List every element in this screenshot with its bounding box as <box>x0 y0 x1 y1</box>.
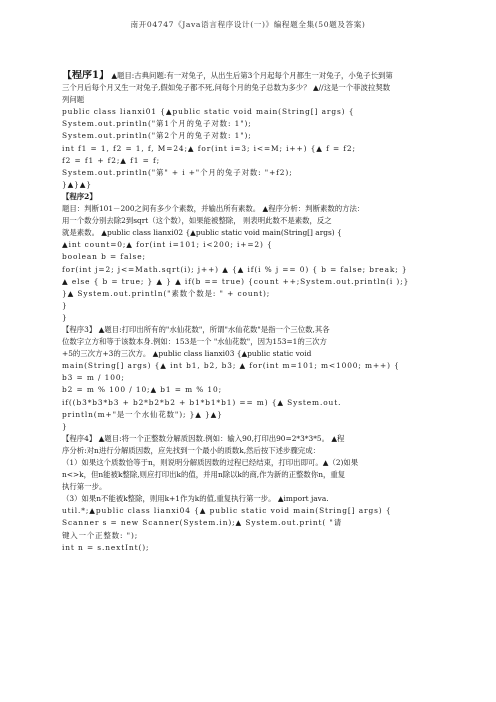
code-line: 键入一个正整数: "); <box>62 530 139 540</box>
page-header: 南开04747《Java语言程序设计(一)》编程题全集(50题及答案) <box>130 20 366 29</box>
code-line: } <box>62 312 68 322</box>
problem-1-label: 【程序1】 <box>62 70 109 81</box>
problem-4-title: 【程序4】 ▲题目:将一个正整数分解质因数.例如：输入90,打印出90=2*3*3*5。 ▲程 <box>62 433 345 443</box>
document-body <box>62 70 436 554</box>
code-line: main(String[] args) {▲ int b1, b2, b3; ▲ for(int m=101; m<1000; m++) { <box>62 361 400 371</box>
code-line: println(m+"是一个水仙花数"); }▲ }▲} <box>62 409 223 419</box>
code-line: } <box>62 300 68 310</box>
text-line: 就是素数。 ▲public class lianxi02 {▲public static void main(String[] args) { <box>62 228 342 238</box>
code-line: f2 = f1 + f2;▲ f1 = f; <box>62 155 160 165</box>
code-line: for(int j=2; j<=Math.sqrt(i); j++) ▲ {▲ if(i % j == 0) { b = false; break; } <box>62 264 408 274</box>
code-line: System.out.println("第" + i +"个月的兔子对数: "+f2); <box>62 167 293 177</box>
code-line: System.out.println("第1个月的兔子对数: 1"); <box>62 119 252 129</box>
code-line: System.out.println("第2个月的兔子对数: 1"); <box>62 131 252 141</box>
code-line: public class lianxi01 {▲public static void main(String[] args) { <box>62 107 355 117</box>
text-line: （1）如果这个质数恰等于n，则说明分解质因数的过程已经结束，打印出即可。▲（2)如果 <box>62 458 359 467</box>
problem-2-title: 【程序2】 <box>62 191 97 201</box>
problem-3-title: 【程序3】 ▲题目:打印出所有的"水仙花数"，所谓"水仙花数"是指一个三位数,其各 <box>62 324 330 334</box>
code-line: b3 = m / 100; <box>62 373 125 383</box>
text-line: 执行第一步。 <box>62 482 107 492</box>
code-line: util.*;▲public class lianxi04 {▲ public static void main(String[] args) { <box>62 506 392 516</box>
text-line: 列问题 <box>62 95 85 105</box>
code-line: } <box>62 421 68 431</box>
code-line: ▲ else { b = true; } ▲ } ▲ if(b == true) {count ++;System.out.println(i );} <box>62 276 410 286</box>
code-line: int n = s.nextInt(); <box>62 542 150 552</box>
text-line: 序分析:对n进行分解质因数，应先找到一个最小的质数k,然后按下述步骤完成： <box>62 445 320 455</box>
text-line: 用一个数分别去除2到sqrt（这个数），如果能被整除， 则表明此数不是素数，反之 <box>62 216 332 226</box>
text-line: 题目：判断101－200之间有多少个素数，并输出所有素数。 ▲程序分析：判断素数的方法： <box>62 204 365 214</box>
code-line: ▲int count=0;▲ for(int i=101; i<200; i+=2) { <box>62 240 273 250</box>
code-line: boolean b = false; <box>62 252 146 262</box>
text-line: n<>k，但n能被k整除,则应打印出k的值，并用n除以k的商,作为新的正整数你n，重复 <box>62 470 346 480</box>
code-line: }▲ System.out.println("素数个数是: " + count); <box>62 288 271 298</box>
code-line: }▲}▲} <box>62 179 92 189</box>
code-line: int f1 = 1, f2 = 1, f, M=24;▲ for(int i=3; i<=M; i++) {▲ f = f2; <box>62 143 356 153</box>
problem-1-title <box>62 70 436 82</box>
code-line: if((b3*b3*b3 + b2*b2*b2 + b1*b1*b1) == m) {▲ System.out. <box>62 397 342 407</box>
code-line: b2 = m % 100 / 10;▲ b1 = m % 10; <box>62 385 223 395</box>
text-line: 三个月后每个月又生一对兔子,假如兔子都不死,问每个月的兔子总数为多少？ ▲//这是一个菲波拉契数 <box>62 83 391 93</box>
text-line: +5的三次方+3的三次方。 ▲public class lianxi03 {▲public static void <box>62 349 312 359</box>
code-line: Scanner s = new Scanner(System.in);▲ System.out.print( "请 <box>62 518 342 528</box>
text-line: （3）如果n不能被k整除，则用k+1作为k的值,重复执行第一步。 ▲import java. <box>62 494 329 504</box>
problem-1-text: ▲题目:古典问题:有一对兔子，从出生后第3个月起每个月都生一对兔子，小兔子长到第 <box>108 71 393 80</box>
text-line: 位数字立方和等于该数本身.例如：153是一个 "水仙花数"，因为153=1的三次方 <box>62 337 327 347</box>
